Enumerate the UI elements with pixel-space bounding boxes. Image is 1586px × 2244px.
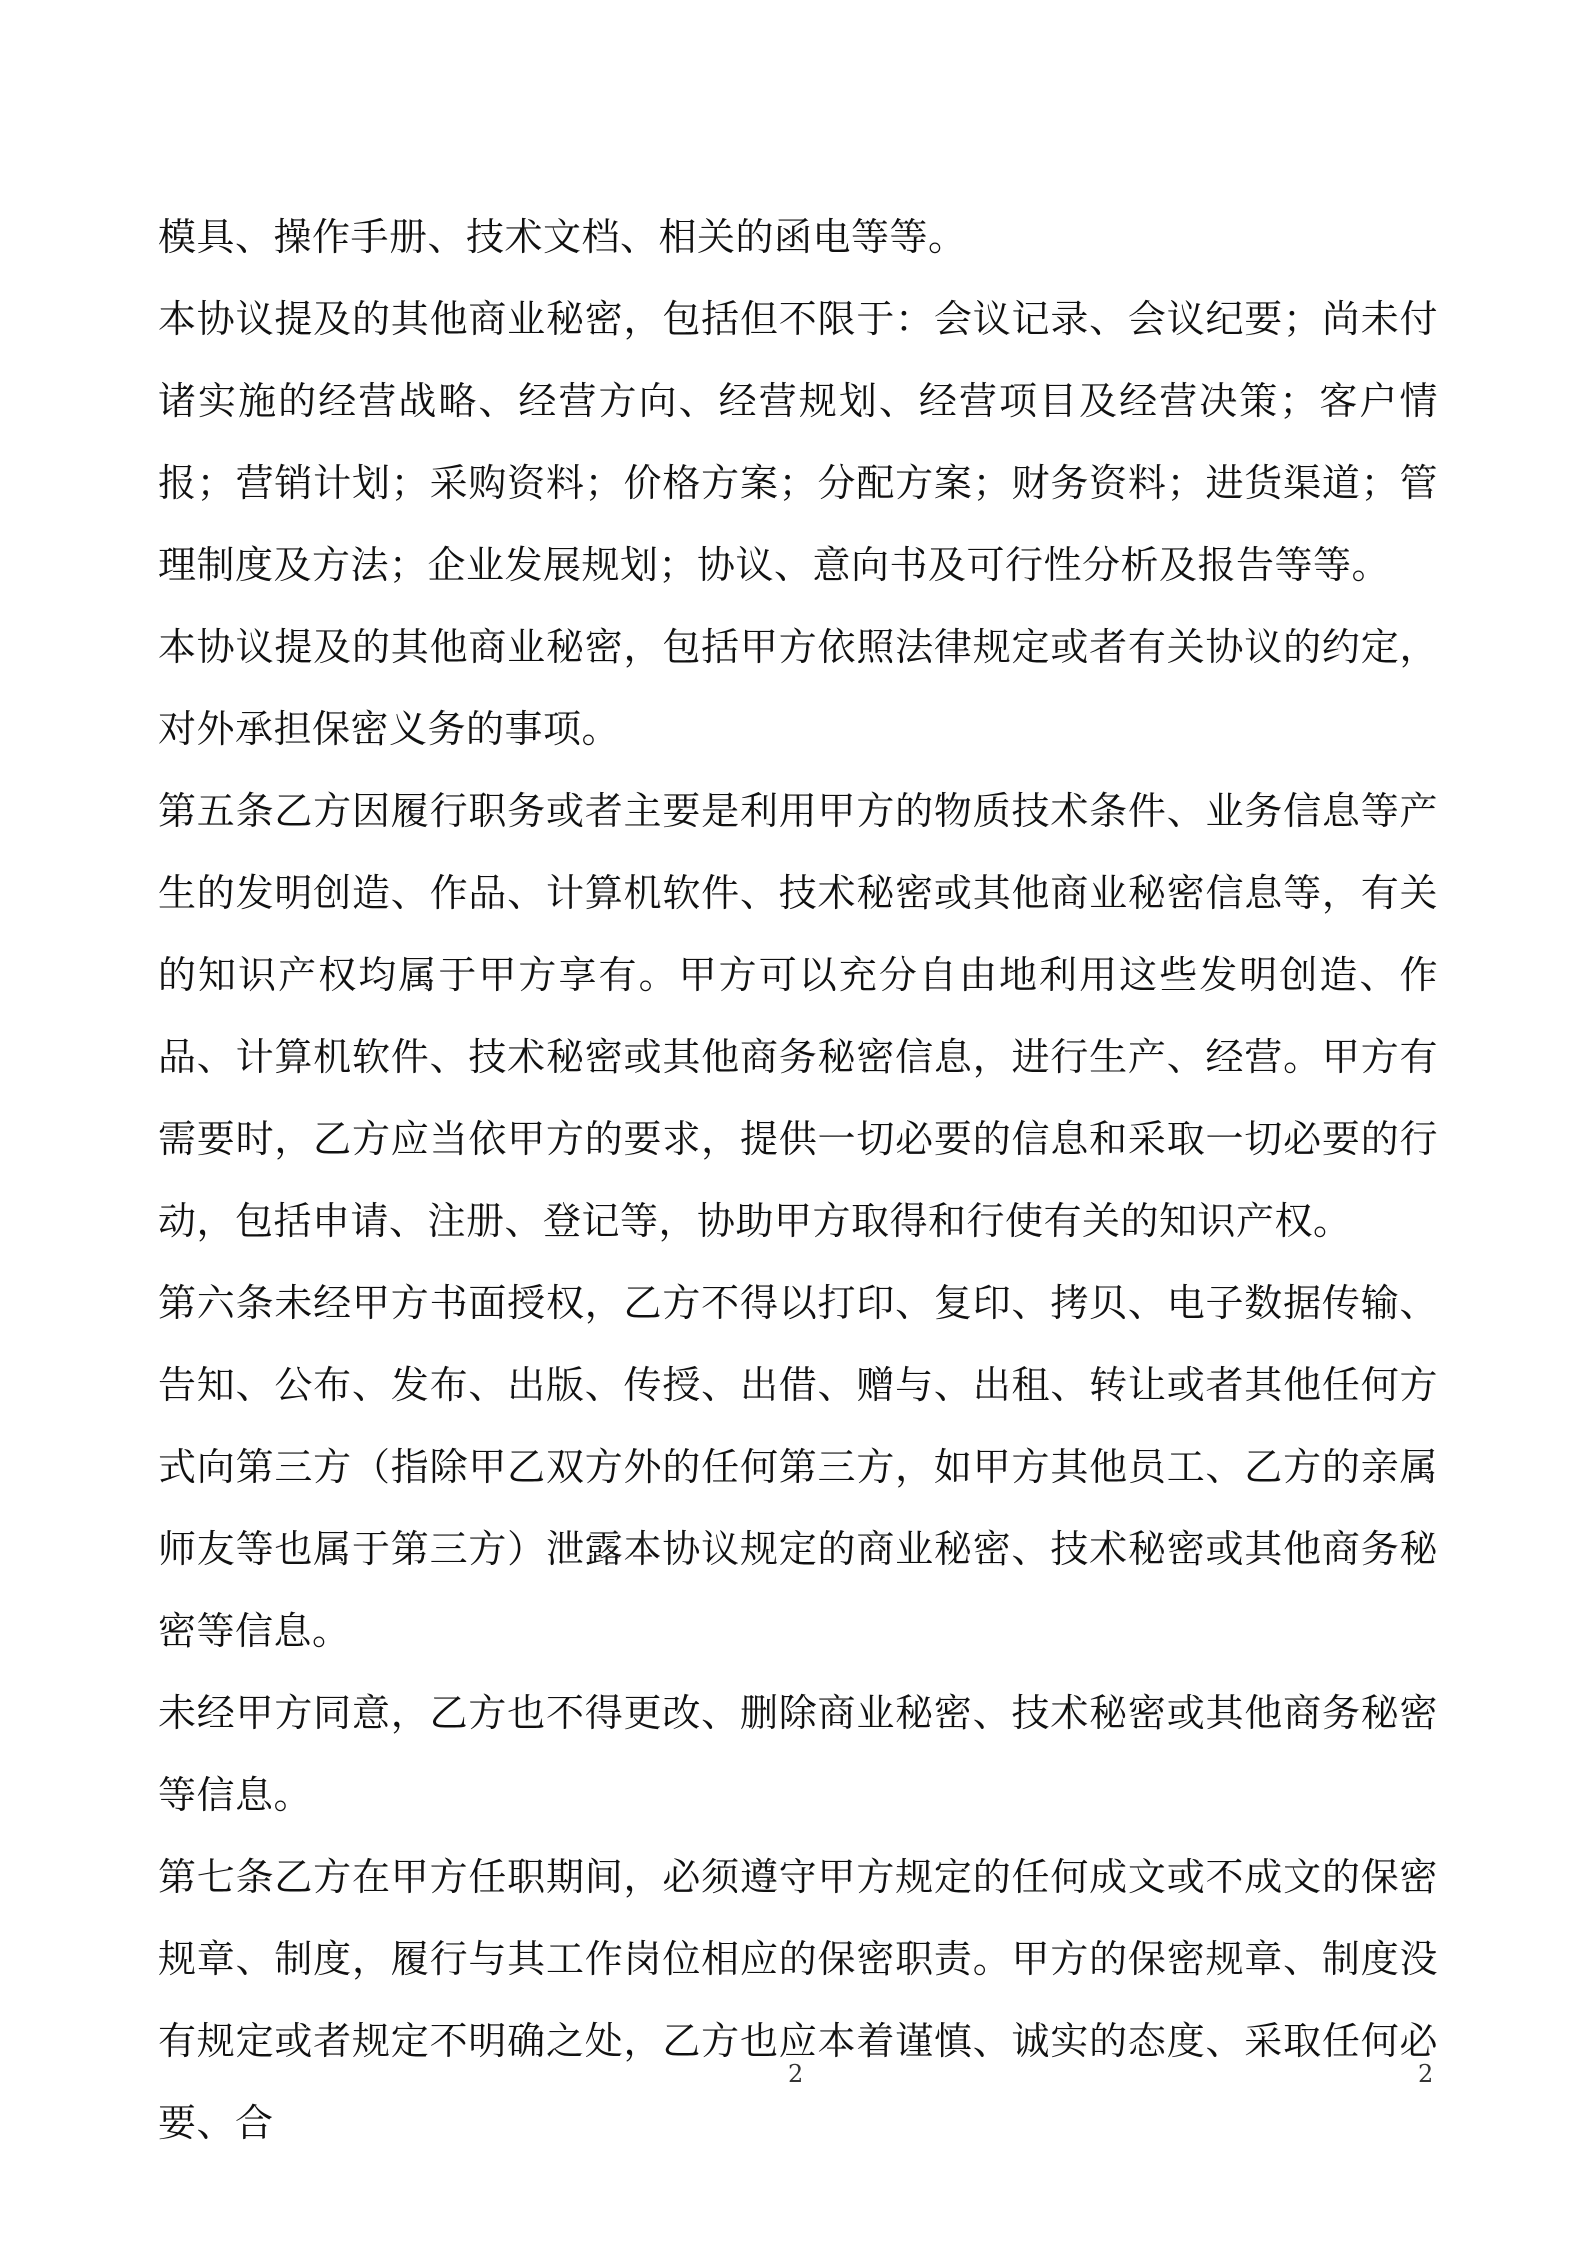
paragraph-article-5: 第五条乙方因履行职务或者主要是利用甲方的物质技术条件、业务信息等产生的发明创造、作品、计算机软件、技术秘密或其他商业秘密信息等，有关的知识产权均属于甲方享有。甲方可以充分自由地利用这些发明创造、作品、计算机软件、技术秘密或其他商务秘密信息，进行生产、经营。甲方有需要时，乙方应当依甲方的要求，提供一切必要的信息和采取一切必要的行动，包括申请、注册、登记等，协助甲方取得和行使有关的知识产权。: [158, 789, 1438, 1243]
paragraph-article-7: 第七条乙方在甲方任职期间，必须遵守甲方规定的任何成文或不成文的保密规章、制度，履行与其工作岗位相应的保密职责。甲方的保密规章、制度没有规定或者规定不明确之处，乙方也应本着谨慎、诚实的态度、采取任何必要、合: [158, 1855, 1438, 2145]
page-number-center: 2: [788, 2060, 804, 2088]
paragraph-article-6-modification: 未经甲方同意，乙方也不得更改、删除商业秘密、技术秘密或其他商务秘密等信息。: [158, 1691, 1438, 1817]
page-number-right: 2: [1418, 2060, 1434, 2088]
paragraph-article-6: 第六条未经甲方书面授权，乙方不得以打印、复印、拷贝、电子数据传输、告知、公布、发布、出版、传授、出借、赠与、出租、转让或者其他任何方式向第三方（指除甲乙双方外的任何第三方，如甲方其他员工、乙方的亲属师友等也属于第三方）泄露本协议规定的商业秘密、技术秘密或其他商务秘密等信息。: [158, 1281, 1438, 1653]
paragraph-molds-continuation: 模具、操作手册、技术文档、相关的函电等等。: [158, 215, 967, 259]
body-text: [158, 196, 1438, 2164]
paragraph-other-business-secrets: 本协议提及的其他商业秘密，包括但不限于：会议记录、会议纪要；尚未付诸实施的经营战略、经营方向、经营规划、经营项目及经营决策；客户情报；营销计划；采购资料；价格方案；分配方案；财务资料；进货渠道；管理制度及方法；企业发展规划；协议、意向书及可行性分析及报告等等。: [158, 297, 1438, 587]
paragraph-external-confidentiality: 本协议提及的其他商业秘密，包括甲方依照法律规定或者有关协议的约定，对外承担保密义务的事项。: [158, 625, 1438, 751]
